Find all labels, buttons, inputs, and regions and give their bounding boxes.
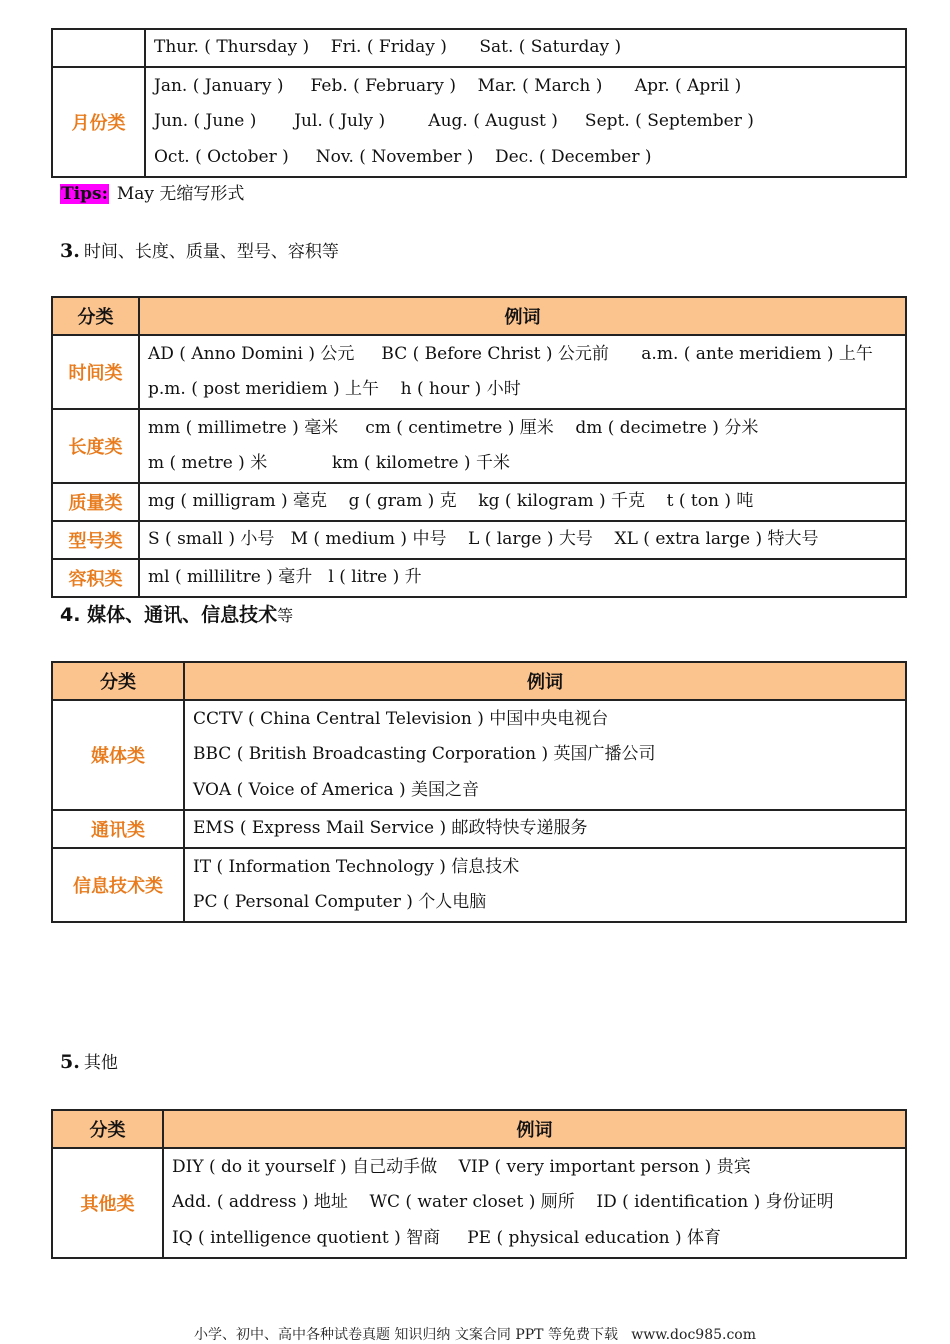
tips-note (60, 179, 244, 204)
examples-cell (184, 700, 906, 810)
category-cell: 长度类 (52, 409, 139, 483)
weekday-month-table (51, 28, 907, 178)
table-row (52, 335, 906, 409)
tips-text: May 无缩写形式 (116, 184, 245, 204)
example-line: p.m. ( post meridiem ) 上午 h ( hour ) 小时 (148, 379, 521, 399)
table-row (52, 1148, 906, 1258)
table-header-row (52, 297, 906, 335)
examples-cell (145, 29, 906, 67)
section-number: 3. (60, 240, 80, 262)
units-table (51, 296, 907, 598)
category-cell: 容积类 (52, 559, 139, 597)
section-title-suffix: 等 (277, 606, 294, 625)
example-line: m ( metre ) 米 km ( kilometre ) 千米 (148, 453, 510, 473)
table-header-row (52, 662, 906, 700)
table-row (52, 67, 906, 177)
table-row (52, 700, 906, 810)
examples-cell (139, 521, 906, 559)
media-table (51, 661, 907, 923)
example-line: IQ ( intelligence quotient ) 智商 PE ( physical education ) 体育 (172, 1227, 722, 1248)
example-line: BBC ( British Broadcasting Corporation ) 英国广播公司 (193, 744, 656, 765)
examples-cell (163, 1148, 906, 1258)
example-line: EMS ( Express Mail Service ) 邮政特快专递服务 (193, 818, 588, 839)
category-cell: 质量类 (52, 483, 139, 521)
example-line: CCTV ( China Central Television ) 中国中央电视台 (193, 708, 609, 729)
header-category: 分类 (52, 297, 139, 335)
header-category: 分类 (52, 662, 184, 700)
section-number: 4. (60, 604, 81, 626)
example-line: VOA ( Voice of America ) 美国之音 (193, 779, 480, 800)
section-4-heading (60, 600, 293, 627)
table-row (52, 409, 906, 483)
category-cell: 其他类 (52, 1148, 163, 1258)
header-examples: 例词 (139, 297, 906, 335)
category-cell: 月份类 (52, 67, 145, 177)
example-line: Add. ( address ) 地址 WC ( water closet ) 厕所 ID ( identification ) 身份证明 (172, 1192, 834, 1213)
section-3-heading (60, 237, 339, 262)
section-title: 时间、长度、质量、型号、容积等 (83, 242, 339, 262)
example-line: S ( small ) 小号 M ( medium ) 中号 L ( large ) 大号 XL ( extra large ) 特大号 (148, 529, 819, 550)
header-examples: 例词 (163, 1110, 906, 1148)
examples-cell (139, 335, 906, 409)
table-row (52, 848, 906, 922)
example-line: Oct. ( October ) Nov. ( November ) Dec. ( December ) (154, 146, 652, 167)
table-row (52, 29, 906, 67)
example-line: IT ( Information Technology ) 信息技术 (193, 856, 520, 877)
table-row (52, 521, 906, 559)
example-line: DIY ( do it yourself ) 自己动手做 VIP ( very important person ) 贵宾 (172, 1156, 751, 1177)
tips-label: Tips: (61, 184, 108, 204)
section-title: 媒体、通讯、信息技术 (87, 604, 278, 626)
examples-cell (139, 483, 906, 521)
example-line: PC ( Personal Computer ) 个人电脑 (193, 892, 487, 912)
example-line: AD ( Anno Domini ) 公元 BC ( Before Christ ) 公元前 a.m. ( ante meridiem ) 上午 (148, 343, 873, 364)
examples-cell (139, 559, 906, 597)
example-line: Jan. ( January ) Feb. ( February ) Mar. ( March ) Apr. ( April ) (154, 75, 742, 96)
category-cell: 媒体类 (52, 700, 184, 810)
table-row (52, 559, 906, 597)
section-number: 5. (60, 1051, 80, 1073)
others-table (51, 1109, 907, 1259)
example-line: Jun. ( June ) Jul. ( July ) Aug. ( August ) Sept. ( September ) (154, 111, 754, 132)
table-row (52, 483, 906, 521)
table-header-row (52, 1110, 906, 1148)
example-line: ml ( millilitre ) 毫升 l ( litre ) 升 (148, 567, 422, 588)
examples-cell (184, 848, 906, 922)
examples-cell (145, 67, 906, 177)
header-examples: 例词 (184, 662, 906, 700)
section-5-heading (60, 1048, 118, 1073)
section-title: 其他 (83, 1053, 118, 1073)
category-cell: 时间类 (52, 335, 139, 409)
category-cell: 信息技术类 (52, 848, 184, 922)
table-row (52, 810, 906, 848)
category-cell (52, 29, 145, 67)
category-cell: 通讯类 (52, 810, 184, 848)
page-footer: 小学、初中、高中各种试卷真题 知识归纳 文案合同 PPT 等免费下载 www.doc985.com (193, 1327, 756, 1343)
header-category: 分类 (52, 1110, 163, 1148)
examples-cell (184, 810, 906, 848)
examples-cell (139, 409, 906, 483)
example-line: Thur. ( Thursday ) Fri. ( Friday ) Sat. ( Saturday ) (154, 37, 622, 58)
category-cell: 型号类 (52, 521, 139, 559)
example-line: mm ( millimetre ) 毫米 cm ( centimetre ) 厘米 dm ( decimetre ) 分米 (148, 417, 759, 438)
example-line: mg ( milligram ) 毫克 g ( gram ) 克 kg ( kilogram ) 千克 t ( ton ) 吨 (148, 491, 754, 512)
